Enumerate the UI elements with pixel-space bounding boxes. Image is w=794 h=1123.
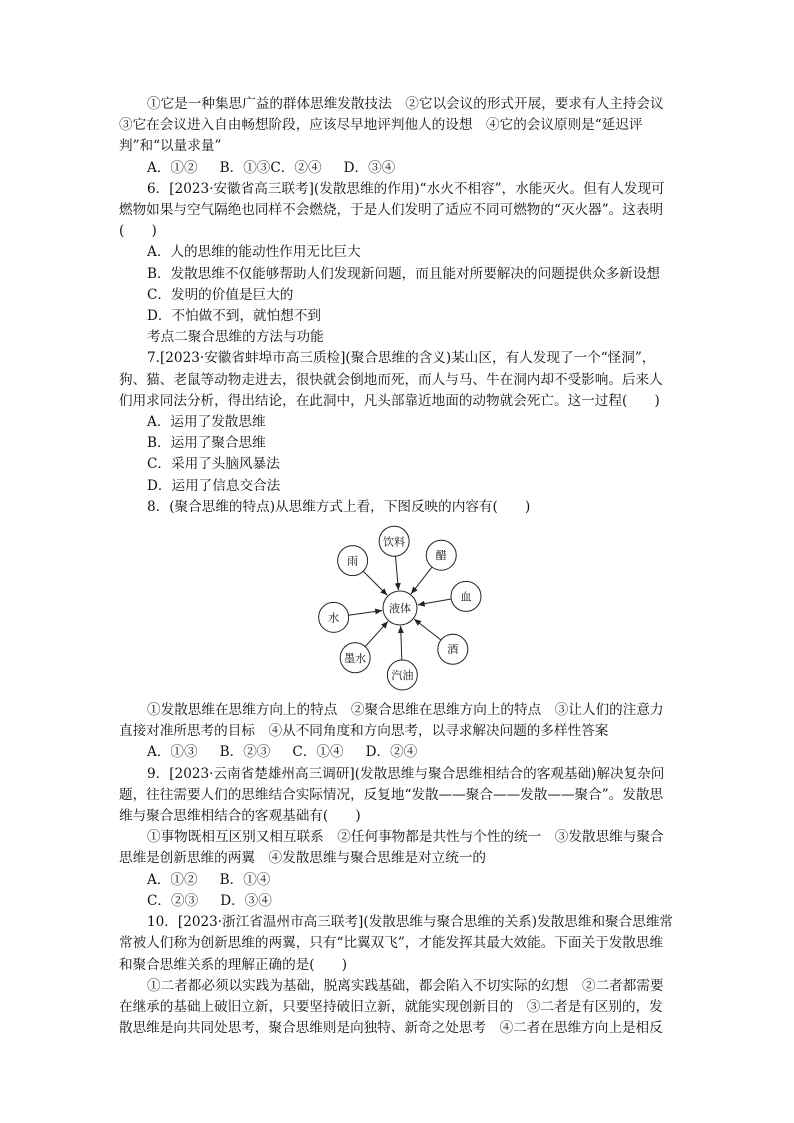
- q6-option-a: A．人的思维的能动性作用无比巨大: [147, 244, 361, 261]
- arrow-7: [349, 611, 383, 616]
- q9-options-row2: [119, 891, 675, 912]
- q8-statements: ①发散思维在思维方向上的特点 ②聚合思维在思维方向上的特点 ③让人们的注意力直接对准所思考的目标 ④从不同角度和方向思考，以寻求解决问题的多样性答案: [119, 702, 664, 740]
- node-label-6: 墨水: [344, 651, 367, 665]
- q6-option-d: D．不怕做不到，就怕想不到: [147, 308, 322, 325]
- diagram-svg: [315, 524, 485, 692]
- arrow-4: [414, 619, 441, 640]
- q8-option-a: A．①③: [147, 744, 198, 761]
- q8-option-b: B．②③: [219, 744, 271, 761]
- convergent-thinking-diagram: [119, 524, 675, 692]
- q6-option-c: C．发明的价值是巨大的: [147, 286, 294, 303]
- q9-option-c: C．②③: [147, 892, 199, 909]
- center-label: 液体: [389, 602, 411, 616]
- q5-option-b: B．①③: [219, 159, 271, 176]
- q9-options-row1: [119, 870, 675, 891]
- section-title: 考点二聚合思维的方法与功能: [147, 329, 324, 346]
- q9-option-b: B．①④: [219, 871, 271, 888]
- q5-options: [119, 158, 675, 179]
- node-label-8: 雨: [347, 554, 359, 568]
- q7-option-a: A．运用了发散思维: [147, 414, 266, 431]
- node-label-3: 血: [460, 590, 472, 604]
- q7-stem: 7.[2023·安徽省蚌埠市高三质检](聚合思维的含义)某山区，有人发现了一个“怪洞”，狗、猫、老鼠等动物走进去，很快就会倒地而死，而人与马、牛在洞内却不受影响。后来人们用求同法分析，得出结论，在此洞中，凡头部靠近地面的动物就会死亡。这一过程( ): [119, 350, 663, 409]
- q5-option-d: D．③④: [343, 159, 396, 176]
- document-page: [119, 94, 678, 1039]
- arrow-3: [418, 599, 451, 605]
- q10-stem: 10．[2023·浙江省温州市高三联考](发散思维与聚合思维的关系)发散思维和聚合思维常常被人们称为创新思维的两翼，只有“比翼双飞”，才能发挥其最大效能。下面关于发散思维和聚合思维关系的理解正确的是( ): [119, 914, 674, 973]
- q9-stem: 9．[2023·云南省楚雄州高三调研](发散思维与聚合思维相结合的客观基础)解决复杂问题，往往需要人们的思维结合实际情况，反复地“发散——聚合——发散——聚合”。发散思维与聚合思维相结合的客观基础有( ): [119, 765, 665, 825]
- q7-option-c: C．采用了头脑风暴法: [147, 456, 280, 473]
- q8-stem: 8．(聚合思维的特点)从思维方式上看，下图反映的内容有( ): [147, 498, 531, 515]
- arrow-5: [401, 626, 402, 660]
- q8-option-c: C．①④: [292, 744, 344, 761]
- q10-statements: ①二者都必须以实践为基础，脱离实践基础，都会陷入不切实际的幻想 ②二者都需要在继承的基础上破旧立新，只要坚持破旧立新，就能实现创新目的 ③二者是有区别的，发散思维是向共同处思考，聚合思维则是向独特、新奇之处思考 ④二者在思维方向上是相反: [119, 977, 664, 1037]
- q9-statements: ①事物既相互区别又相互联系 ②任何事物都是共性与个性的统一 ③发散思维与聚合思维是创新思维的两翼 ④发散思维与聚合思维是对立统一的: [119, 829, 664, 867]
- q5-statements: ①它是一种集思广益的群体思维发散技法 ②它以会议的形式开展，要求有人主持会议 ③它在会议进入自由畅想阶段，应该尽早地评判他人的设想 ④它的会议原则是“延迟评判”和“以量求量”: [119, 96, 678, 155]
- node-label-5: 汽油: [391, 669, 414, 683]
- q6-option-b: B．发散思维不仅能够帮助人们发现新问题，而且能对所要解决的问题提供众多新设想: [147, 265, 660, 282]
- arrow-8: [363, 571, 387, 595]
- arrow-2: [411, 567, 432, 594]
- node-label-2: 醋: [435, 549, 447, 563]
- q9-option-d: D．③④: [220, 892, 272, 909]
- q8-option-d: D．②④: [365, 744, 418, 761]
- node-label-7: 水: [328, 611, 340, 625]
- q5-option-c: C．②④: [270, 159, 322, 176]
- q5-option-a: A．①②: [147, 159, 198, 176]
- q9-option-a: A．①②: [147, 871, 198, 888]
- node-label-4: 酒: [447, 643, 459, 657]
- q8-options: [119, 742, 675, 763]
- arrow-6: [365, 621, 388, 646]
- q7-option-b: B．运用了聚合思维: [147, 435, 266, 452]
- q6-stem: 6．[2023·安徽省高三联考](发散思维的作用)“水火不相容”，水能灭火。但有人发现可燃物如果与空气隔绝也同样不会燃烧，于是人们发明了适应不同可燃物的“灭火器”。这表明( ): [119, 180, 665, 240]
- node-label-1: 饮料: [383, 535, 406, 549]
- arrow-1: [395, 556, 398, 590]
- q7-option-d: D．运用了信息交合法: [147, 477, 281, 494]
